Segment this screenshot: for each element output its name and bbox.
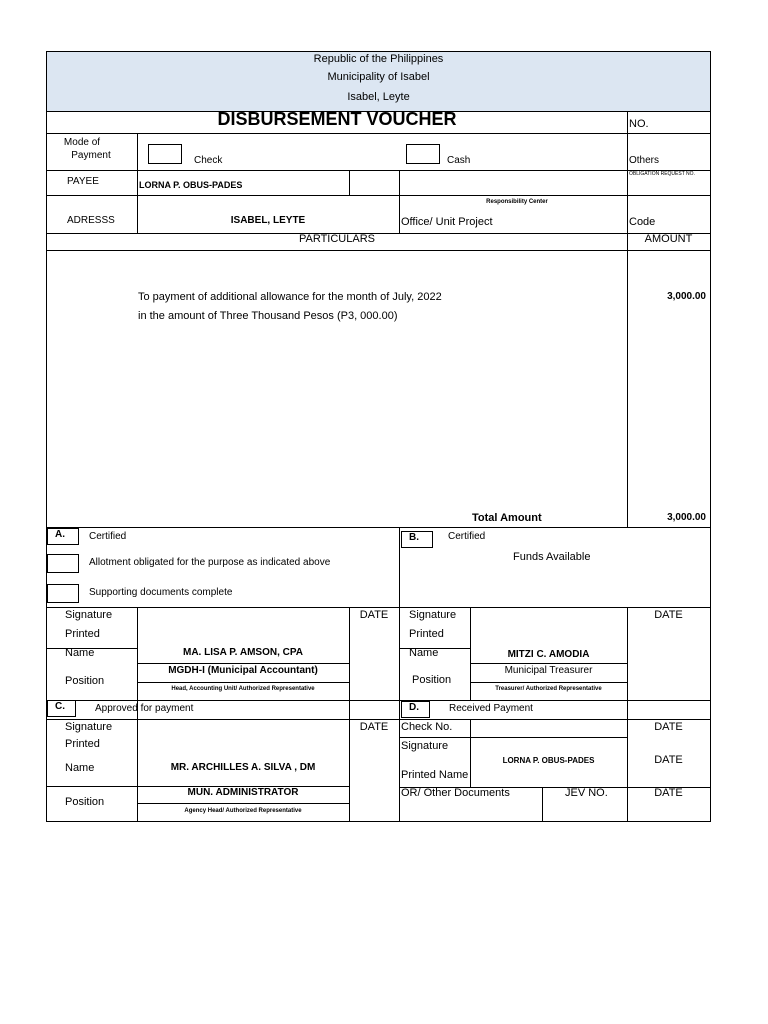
section-c-printed-label: Printed	[65, 738, 100, 750]
section-c-position: MUN. ADMINISTRATOR	[187, 787, 299, 798]
section-b-funds-available: Funds Available	[513, 551, 591, 563]
form-title: DISBURSEMENT VOUCHER	[217, 109, 457, 129]
section-a-printed-name: MA. LISA P. AMSON, CPA	[182, 647, 303, 658]
section-a-position-label: Position	[65, 675, 105, 687]
particulars-line-1: To payment of additional allowance for the month of July, 2022	[138, 291, 442, 303]
section-c-name-label: Name	[65, 762, 95, 774]
section-b-date-label: DATE	[654, 609, 683, 621]
section-b-printed-name: MITZI C. AMODIA	[507, 649, 590, 660]
section-d-or-documents-label: OR/ Other Documents	[401, 787, 510, 799]
total-amount-label: Total Amount	[472, 512, 542, 524]
section-d-received: Received Payment	[449, 703, 533, 714]
header-location: Isabel, Leyte	[347, 91, 410, 103]
section-a-item-allotment: Allotment obligated for the purpose as indicated above	[89, 557, 331, 568]
cash-label: Cash	[447, 155, 471, 166]
address-value: ISABEL, LEYTE	[230, 215, 306, 226]
section-c-signature-label: Signature	[65, 721, 113, 733]
check-label: Check	[194, 155, 223, 166]
total-amount-value: 3,000.00	[667, 512, 706, 523]
section-a-letter: A.	[55, 529, 65, 540]
section-a-printed-label: Printed	[65, 628, 100, 640]
section-b-position: Municipal Treasurer	[504, 665, 593, 676]
section-a-signature-label: Signature	[65, 609, 113, 621]
section-c-position-sub: Agency Head/ Authorized Representative	[184, 808, 302, 814]
section-b-certified: Certified	[448, 531, 486, 542]
section-a-date-label: DATE	[359, 609, 389, 621]
section-c-position-label: Position	[65, 796, 105, 808]
section-a-certified: Certified	[89, 531, 127, 542]
section-d-printed-name: LORNA P. OBUS-PADES	[502, 756, 595, 765]
supporting-docs-checkbox[interactable]	[47, 584, 79, 603]
section-d-date-label-2: DATE	[654, 754, 683, 766]
section-c-date-label: DATE	[359, 721, 389, 733]
section-b-letter: B.	[409, 532, 419, 543]
payee-label: PAYEE	[67, 176, 99, 187]
others-label: Others	[629, 155, 660, 166]
section-a-position-sub: Head, Accounting Unit/ Authorized Representative	[171, 686, 315, 692]
cash-checkbox[interactable]	[406, 144, 440, 164]
particulars-header: PARTICULARS	[298, 233, 375, 245]
section-b-signature-label: Signature	[409, 609, 457, 621]
section-d-date-label-3: DATE	[654, 787, 683, 799]
section-d-signature-label: Signature	[401, 740, 449, 752]
responsibility-center-label: Responsibility Center	[486, 199, 548, 205]
section-d-printed-name-label: Printed Name	[401, 769, 469, 781]
section-b-printed-label: Printed	[409, 628, 444, 640]
mode-of-payment-label-2: Payment	[71, 150, 111, 161]
amount-header: AMOUNT	[644, 233, 693, 245]
section-d-date-label-1: DATE	[654, 721, 683, 733]
section-d-check-no-label: Check No.	[401, 721, 453, 733]
section-a-position: MGDH-I (Municipal Accountant)	[168, 665, 318, 676]
header-republic: Republic of the Philippines	[313, 53, 444, 65]
code-label: Code	[629, 216, 656, 228]
obligation-request-label: OBLIGATION REQUEST NO.	[629, 171, 695, 177]
section-d-jev-no-label: JEV NO.	[565, 787, 608, 799]
address-label: ADRESSS	[67, 215, 115, 226]
check-checkbox[interactable]	[148, 144, 182, 164]
voucher-no-label: NO.	[629, 118, 649, 130]
section-a-item-supporting: Supporting documents complete	[89, 587, 233, 598]
section-c-printed-name: MR. ARCHILLES A. SILVA , DM	[170, 762, 316, 773]
particulars-line-2: in the amount of Three Thousand Pesos (P3, 000.00)	[138, 310, 398, 322]
particulars-amount: 3,000.00	[667, 291, 706, 302]
office-unit-project-label: Office/ Unit Project	[401, 216, 493, 228]
section-b-position-sub: Treasurer/ Authorized Representative	[495, 686, 602, 692]
header-municipality: Municipality of Isabel	[327, 71, 430, 83]
mode-of-payment-label-1: Mode of	[63, 137, 101, 148]
allotment-checkbox[interactable]	[47, 554, 79, 573]
payee-value: LORNA P. OBUS-PADES	[139, 180, 243, 190]
section-c-letter: C.	[55, 701, 65, 712]
section-b-position-label: Position	[412, 674, 452, 686]
disbursement-voucher-form	[46, 51, 711, 822]
section-a-name-label: Name	[65, 647, 95, 659]
section-d-letter: D.	[409, 702, 419, 713]
section-c-approved: Approved for payment	[95, 703, 194, 714]
section-b-name-label: Name	[409, 647, 439, 659]
